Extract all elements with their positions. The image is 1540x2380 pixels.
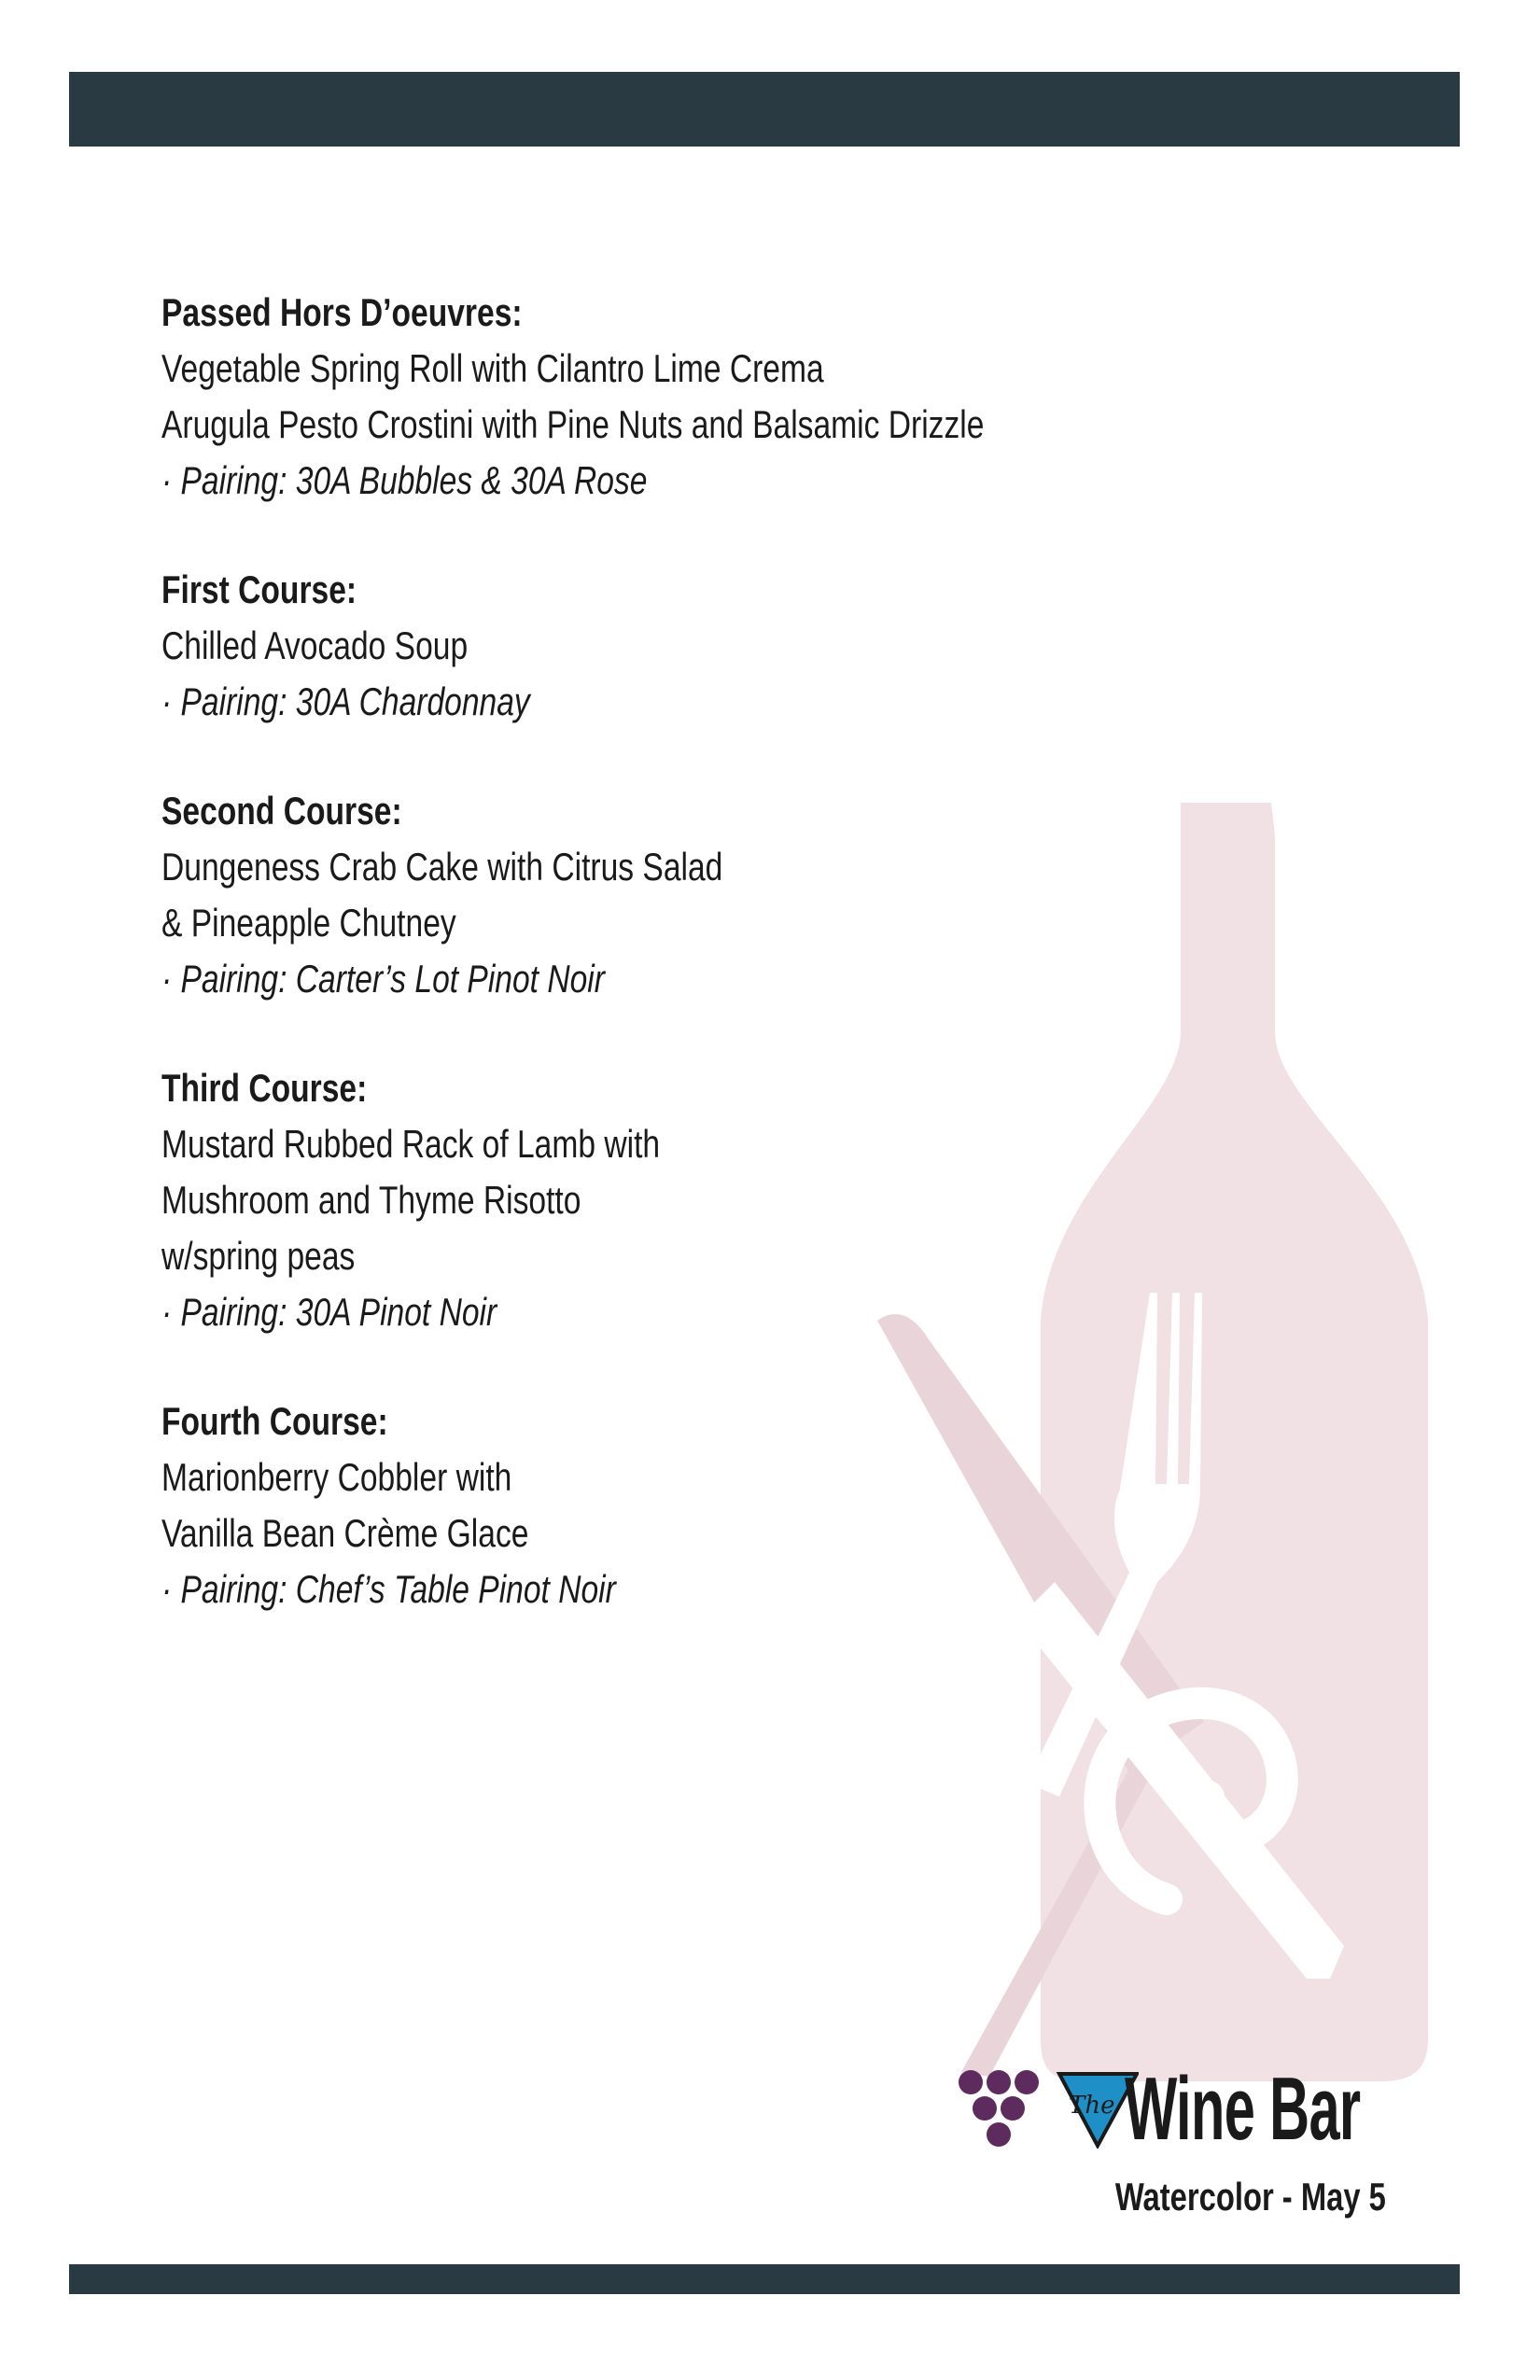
menu-item: Vanilla Bean Crème Glace [161,1511,529,1555]
course-title: Second Course: [161,789,402,833]
menu-item: Marionberry Cobbler with [161,1455,512,1499]
course-second [161,783,1188,1007]
course-hors-doeuvres [161,285,1188,509]
course-title: Fourth Course: [161,1399,388,1443]
menu-item: & Pineapple Chutney [161,901,456,945]
menu-item: Dungeness Crab Cake with Citrus Salad [161,845,723,889]
logo-brand-name: Wine Bar [1125,2059,1361,2159]
course-third [161,1060,1188,1340]
grapes-icon [957,2065,1059,2159]
wine-pairing: · Pairing: Chef’s Table Pinot Noir [161,1567,616,1611]
menu-item: w/spring peas [161,1234,356,1278]
wine-bar-logo [957,2058,1423,2217]
wine-pairing: · Pairing: 30A Pinot Noir [161,1290,497,1334]
footer-bar [69,2264,1460,2294]
event-subtitle: Watercolor - May 5 [1114,2175,1386,2219]
course-title: Third Course: [161,1066,368,1110]
header-bar [69,72,1460,147]
menu-item: Mushroom and Thyme Risotto [161,1178,581,1222]
wine-pairing: · Pairing: 30A Chardonnay [161,679,530,723]
course-title: Passed Hors D’oeuvres: [161,290,523,334]
menu-courses [161,285,1188,1671]
course-title: First Course: [161,567,357,611]
course-fourth [161,1393,1188,1617]
menu-item: Chilled Avocado Soup [161,623,469,667]
menu-item: Vegetable Spring Roll with Cilantro Lime Crema [161,346,824,390]
menu-item: Mustard Rubbed Rack of Lamb with [161,1122,661,1166]
wine-pairing: · Pairing: 30A Bubbles & 30A Rose [161,458,648,502]
logo-the: The [1069,2092,1115,2120]
course-first [161,562,1188,730]
menu-item: Arugula Pesto Crostini with Pine Nuts and Balsamic Drizzle [161,402,985,446]
wine-pairing: · Pairing: Carter’s Lot Pinot Noir [161,957,605,1001]
